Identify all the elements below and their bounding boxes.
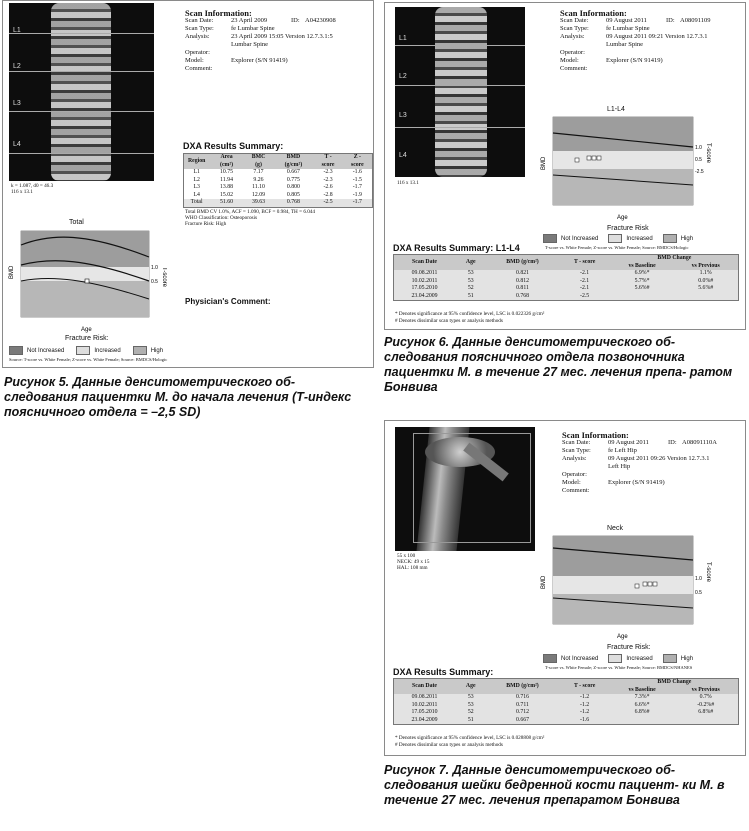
vertebra-label: L3 [399,112,407,119]
spine-scan-image [395,7,525,177]
scan-information [562,431,742,495]
y-axis-label: BMD [9,265,15,279]
cell: -1.2 [559,702,611,710]
patient-point [635,584,639,588]
cell: 7.3%* [611,694,674,702]
cell: -2.3 [323,176,333,183]
cell: L4 [193,191,200,198]
legend-swatch [608,654,622,663]
col-header: Region [184,154,210,170]
cell: 53 [455,270,486,278]
cell: 23.04.2009 [394,293,456,301]
cell: -2.1 [559,270,611,278]
y-axis-label: BMD [541,156,547,170]
dxa-note: WHO Classification: Osteoporosis [185,215,258,221]
bmd-chart [7,227,167,339]
bmd-chart [539,113,714,225]
legend-swatch [9,346,23,355]
y-axis-label: BMD [541,575,547,589]
label: Model: [560,57,579,64]
patient-point [643,582,647,586]
label: ID: [668,439,677,446]
col-header: vs Baseline [611,263,674,271]
table-row [184,192,373,200]
scan-id: A04230908 [305,17,336,24]
label: ID: [291,17,300,24]
label: Scan Date: [185,17,214,24]
risk-band-high [21,281,149,317]
chart-title: Total [69,219,84,226]
cell: 6.8%# [611,709,674,717]
dxa-note: Total BMD CV 1.0%, ACF = 1.090, BCF = 0.984, TH = 6.044 [185,209,315,215]
vertebra-label: L1 [13,27,21,34]
table-footnote: # Denotes dissimilar scan types or analysis methods [395,742,503,748]
bmd-chart [539,532,714,644]
image-note: HAL: 108 mm [397,565,428,571]
fracture-risk-label: Fracture Risk [607,225,649,232]
cell [611,717,674,725]
label: ID: [666,17,675,24]
col-header: T - score [559,255,611,271]
dxa-note: Fracture Risk: High [185,221,227,227]
hip-scan-image [395,427,535,551]
cell: -2.1 [559,278,611,286]
col-header: BMD (g/cm²) [486,255,558,271]
cell: 10.02.2011 [394,278,456,286]
patient-point [592,156,596,160]
cell: -1.5 [352,176,362,183]
cell: -2.8 [323,191,333,198]
figure7-report [384,420,746,756]
cell: 6.8%# [673,709,738,717]
y2-axis-label: T-score [705,562,711,583]
model: Explorer (S/N 91419) [608,479,665,486]
cell: 11.10 [252,184,265,190]
right-tick: 0.5 [151,279,158,285]
scan-info-title: Scan Information: [560,8,627,18]
patient-point [587,156,591,160]
dxa-results-table [393,678,739,725]
dxa-results-table [393,254,739,301]
cell: -1.2 [559,694,611,702]
col-header: BMD (g/cm²) [273,154,313,170]
cell: 13.88 [220,184,234,190]
cell: Total [184,199,210,207]
vertebra-label: L1 [399,35,407,42]
cell [673,717,738,725]
cell: 10.75 [220,169,234,175]
image-note: k = 1.087, d0 = 46.3 [11,183,54,189]
right-tick: 0.5 [695,157,702,163]
table-row [184,169,373,177]
chart-title: L1-L4 [607,106,625,113]
cell: 51 [455,717,486,725]
y2-axis-label: T-score [705,143,711,164]
cell: 09.08.2011 [394,694,456,702]
label: Model: [562,479,581,486]
y2-axis-label: T-score [161,267,167,288]
risk-legend [9,346,163,355]
table-footnote: # Denotes dissimilar scan types or analysis methods [395,318,503,324]
cell: 0.811 [486,285,558,293]
cell: 0.805 [286,191,300,198]
label: Scan Date: [562,439,591,446]
vertebra-label: L4 [399,152,407,159]
legend-swatch [543,654,557,663]
cell: 09.08.2011 [394,270,456,278]
figure7-caption: Рисунок 7. Данные денситометрического об- следования шейки бедренной кости пациент- ки М. в течение 27 мес. лечения препаратом Бонвива [384,763,725,807]
col-header: BMD (g/cm²) [486,679,558,695]
col-header: vs Previous [673,687,738,695]
figure5-caption: Рисунок 5. Данные денситометрического об- следования пациентки М. до начала лечения (Т-индекс поясничного отдела = –2,5 SD) [4,375,352,419]
cell: 17.05.2010 [394,709,456,717]
col-group-header: BMD Change [611,679,739,687]
scan-type: fe Left Hip [608,447,637,454]
cell: 0.800 [286,184,300,190]
risk-band-not-increased [553,117,693,151]
cell [673,293,738,301]
chart-title: Neck [607,525,623,532]
label: Model: [185,57,204,64]
cell: 15.02 [220,191,234,198]
cell: 51.60 [209,199,243,207]
col-header: T - score [559,679,611,695]
right-tick: 1.0 [695,576,702,582]
table-row [184,184,373,192]
analysis: 23 April 2009 15:05 Version 12.7.3.1:5 [231,33,333,40]
cell: 0.0%# [673,278,738,286]
col-header: T - score [313,154,342,170]
scan-information [185,9,370,73]
col-header: vs Baseline [611,687,674,695]
analysis: 09 August 2011 09:21 Version 12.7.3.1 [606,33,708,40]
legend-label: Not Increased [561,235,599,242]
label: Analysis: [185,33,210,40]
vertebra-label: L4 [13,141,21,148]
legend-label: Not Increased [27,347,65,354]
cell: -1.6 [559,717,611,725]
risk-legend [543,234,693,243]
model: Explorer (S/N 91419) [606,57,663,64]
table-footnote: * Denotes significance at 95% confidence level, LSC is 0.028808 g/cm² [395,735,545,741]
risk-band-high [553,594,693,624]
table-row [394,278,739,286]
cell: 0.821 [486,270,558,278]
scan-id: A08091110A [682,439,717,446]
table-row [394,270,739,278]
cell: 17.05.2010 [394,285,456,293]
cell: 0.667 [286,169,300,175]
cell: 52 [455,709,486,717]
image-note: 55 x 100 [397,553,416,559]
image-note: NECK: 49 x 15 [397,559,430,565]
patient-point [575,158,579,162]
table-row [394,293,739,301]
label: Operator: [560,49,585,56]
label: Analysis: [560,33,585,40]
analysis: 09 August 2011 09:26 Version 12.7.3.1 [608,455,710,462]
cell: L2 [193,176,200,183]
cell: -2.5 [559,293,611,301]
right-tick: -2.5 [695,169,704,175]
cell: -2.6 [323,184,333,190]
cell: 53 [455,278,486,286]
analysis-region: Lumbar Spine [606,41,644,48]
legend-swatch [76,346,90,355]
patient-point [597,156,601,160]
right-tick: 1.0 [695,145,702,151]
risk-band-increased [553,576,693,594]
legend-label: High [680,235,694,242]
cell [611,293,674,301]
model: Explorer (S/N 91419) [231,57,288,64]
cell: 10.02.2011 [394,702,456,710]
figure5-report [2,0,374,368]
table-row [394,694,739,702]
cell: 9.26 [253,176,264,183]
cell: -1.9 [352,191,362,198]
cell: 53 [455,702,486,710]
label: Analysis: [562,455,587,462]
patient-point [85,279,89,283]
legend-swatch [663,654,677,663]
cell: 11.94 [220,176,233,183]
cell: 5.6%# [611,285,674,293]
col-header: Age [455,255,486,271]
patient-point [653,582,657,586]
cell: 0.775 [286,176,300,183]
patient-point [648,582,652,586]
label: Scan Type: [560,25,589,32]
scan-type: fe Lumbar Spine [231,25,275,32]
label: Scan Type: [562,447,591,454]
legend-label: Increased [626,235,653,242]
image-note: 116 x 13.1 [11,189,33,195]
cell: 1.1% [673,270,738,278]
table-footnote: * Denotes significance at 95% confidence level, LSC is 0.022326 g/cm² [395,311,545,317]
cell: 7.17 [253,169,264,175]
legend-swatch [608,234,622,243]
table-row [184,177,373,185]
cell: 0.667 [486,717,558,725]
legend-label: High [150,347,164,354]
cell: 5.6%# [673,285,738,293]
cell: 0.768 [273,199,313,207]
image-note: 116 x 13.1 [397,180,419,186]
cell: 23.04.2009 [394,717,456,725]
col-group-header: BMD Change [611,255,739,263]
legend-label: High [680,655,694,662]
risk-band-high [553,169,693,205]
figure6-caption: Рисунок 6. Данные денситометрического об- следования поясничного отдела позвоночника пациентки М. в течение 27 мес. лечения препа- ратом Бонвива [384,335,733,394]
dxa-results-table [183,153,373,208]
table-row [394,285,739,293]
col-header: Area (cm²) [209,154,243,170]
dxa-results-title: DXA Results Summary: [183,141,284,151]
risk-band-not-increased [553,536,693,576]
cell: -1.7 [343,199,373,207]
cell: 39.63 [244,199,274,207]
scan-information [560,9,745,73]
cell: 6.9%* [611,270,674,278]
col-header: BMC (g) [244,154,274,170]
analysis-region: Left Hip [608,463,631,470]
scan-id: A08091109 [680,17,711,24]
spine-scan-image [9,3,154,181]
label: Scan Date: [560,17,589,24]
label: Scan Type: [185,25,214,32]
cell: 0.7% [673,694,738,702]
cell: -1.2 [559,709,611,717]
cell: 53 [455,694,486,702]
legend-label: Increased [94,347,121,354]
label: Operator: [562,471,587,478]
fracture-risk-label: Fracture Risk: [65,335,109,342]
scan-date: 09 August 2011 [608,439,649,446]
scan-info-title: Scan Information: [562,430,629,440]
col-header: vs Previous [673,263,738,271]
cell: -2.5 [313,199,342,207]
cell: L1 [193,169,200,175]
legend-label: Not Increased [561,655,599,662]
cell: 0.812 [486,278,558,286]
cell: 6.6%* [611,702,674,710]
cell: -1.6 [352,169,362,175]
cell: 52 [455,285,486,293]
legend-label: Increased [626,655,653,662]
x-axis-label: Age [617,215,628,221]
table-row [394,709,739,717]
source-note: T-score vs. White Female; Z-score vs. White Female; Source: BMDCS/NHANES [545,665,693,670]
label: Comment: [560,65,588,72]
cell: 51 [455,293,486,301]
cell: -2.1 [559,285,611,293]
cell: 0.768 [486,293,558,301]
table-row [394,717,739,725]
source-note: T-score vs. White Female; Z-score vs. White Female; Source: BMDCS/Hologic [545,245,689,250]
label: Comment: [562,487,590,494]
risk-legend [543,654,693,663]
scan-date: 23 April 2009 [231,17,268,24]
cell: 0.712 [486,709,558,717]
table-row [394,702,739,710]
cell: -0.2%# [673,702,738,710]
dxa-results-title: DXA Results Summary: [393,667,494,677]
col-header: Age [455,679,486,695]
cell: 12.09 [251,191,266,198]
col-header: Scan Date [394,255,456,271]
cell: L3 [193,184,200,190]
x-axis-label: Age [81,327,92,333]
dxa-results-title: DXA Results Summary: L1-L4 [393,243,520,253]
legend-swatch [543,234,557,243]
fracture-risk-label: Fracture Risk: [607,644,651,651]
col-header: Scan Date [394,679,456,695]
risk-band-increased [553,151,693,169]
col-header: Z - score [343,154,373,170]
cell: 5.7%* [611,278,674,286]
source-note: Source: T-score vs. White Female; Z-score vs. White Female; Source: BMDCS/Hologic [9,357,168,362]
scan-type: fe Lumbar Spine [606,25,650,32]
vertebra-label: L2 [399,73,407,80]
cell: 0.711 [486,702,558,710]
cell: -1.7 [352,184,362,190]
x-axis-label: Age [617,634,628,640]
right-tick: 0.5 [695,590,702,596]
right-tick: 1.0 [151,265,158,271]
label: Operator: [185,49,210,56]
legend-swatch [133,346,147,355]
table-row [184,199,373,207]
vertebra-label: L3 [13,100,21,107]
scan-info-title: Scan Information: [185,8,252,18]
legend-swatch [663,234,677,243]
scan-date: 09 August 2011 [606,17,647,24]
figure6-report [384,2,746,330]
physician-comment: Physician's Comment: [185,297,271,306]
cell: -2.3 [323,169,333,175]
analysis-region: Lumbar Spine [231,41,269,48]
vertebra-label: L2 [13,63,21,70]
cell: 0.716 [486,694,558,702]
label: Comment: [185,65,213,72]
